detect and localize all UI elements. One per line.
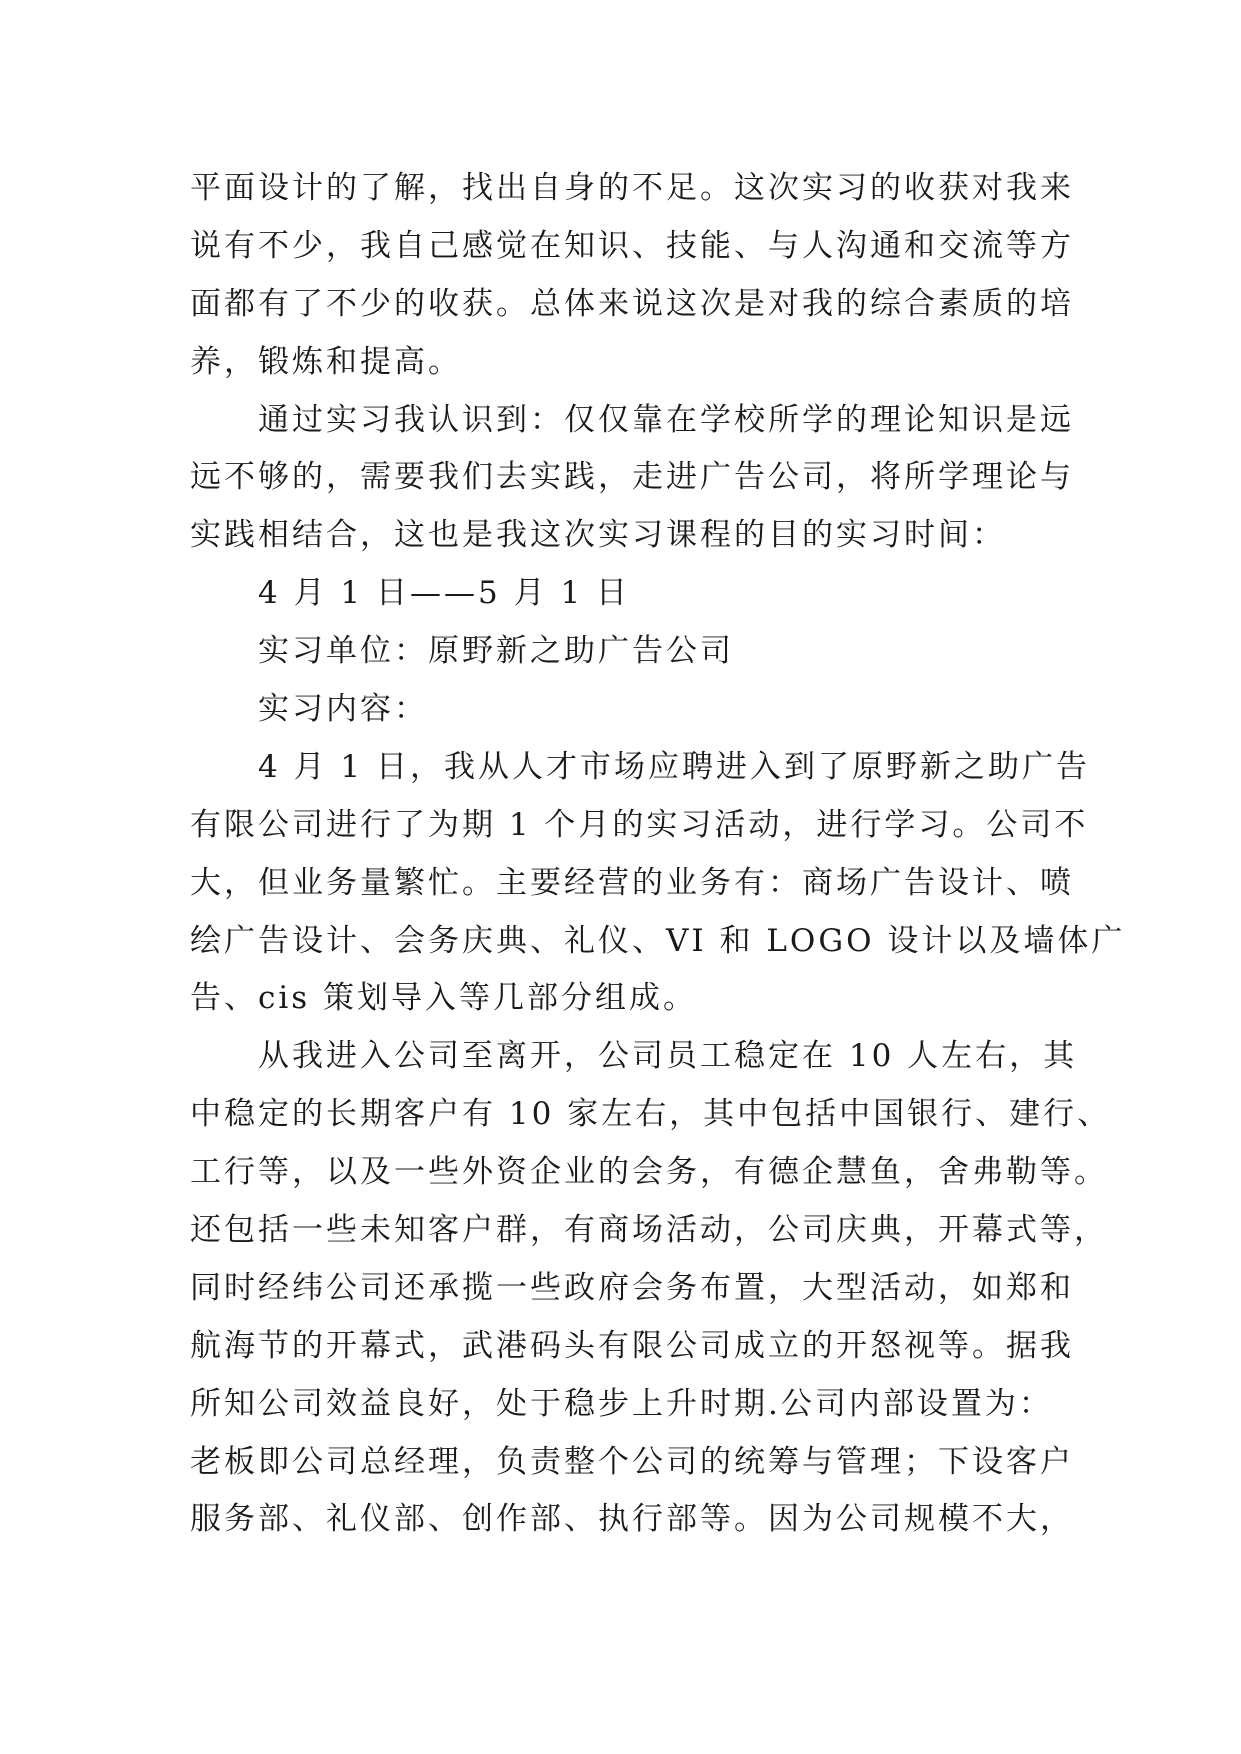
text-line: 有限公司进行了为期 1 个月的实习活动，进行学习。公司不: [190, 806, 1089, 843]
text-line: 老板即公司总经理，负责整个公司的统筹与管理；下设客户: [190, 1443, 1074, 1480]
text-line: 航海节的开幕式，武港码头有限公司成立的开怒视等。据我: [190, 1327, 1074, 1364]
text-line: 面都有了不少的收获。总体来说这次是对我的综合素质的培: [190, 285, 1074, 322]
text-line: 通过实习我认识到：仅仅靠在学校所学的理论知识是远: [258, 401, 1074, 438]
text-line: 实践相结合，这也是我这次实习课程的目的实习时间：: [190, 517, 1006, 554]
text-line: 4 月 1 日——5 月 1 日: [258, 575, 631, 612]
text-line: 平面设计的了解，找出自身的不足。这次实习的收获对我来: [190, 170, 1074, 206]
text-line: 养，锻炼和提高。: [190, 343, 462, 380]
body-text: [190, 160, 1126, 1549]
text-line: 还包括一些未知客户群，有商场活动，公司庆典，开幕式等，: [190, 1212, 1108, 1249]
text-line: 服务部、礼仪部、创作部、执行部等。因为公司规模不大，: [190, 1501, 1074, 1538]
text-line: 工行等，以及一些外资企业的会务，有德企慧鱼，舍弗勒等。: [190, 1154, 1108, 1191]
text-line: 说有不少，我自己感觉在知识、技能、与人沟通和交流等方: [190, 227, 1074, 264]
text-line: 告、cis 策划导入等几部分组成。: [190, 980, 698, 1017]
text-line: 4 月 1 日，我从人才市场应聘进入到了原野新之助广告: [258, 748, 1091, 785]
text-line: 所知公司效益良好，处于稳步上升时期.公司内部设置为：: [190, 1385, 1053, 1422]
text-line: 远不够的，需要我们去实践，走进广告公司，将所学理论与: [190, 459, 1074, 496]
text-line: 从我进入公司至离开，公司员工稳定在 10 人左右，其: [258, 1038, 1078, 1075]
text-line: 大，但业务量繁忙。主要经营的业务有：商场广告设计、喷: [190, 864, 1074, 901]
text-line: 同时经纬公司还承揽一些政府会务布置，大型活动，如郑和: [190, 1269, 1074, 1306]
text-line: 实习单位：原野新之助广告公司: [258, 633, 734, 670]
text-line: 绘广告设计、会务庆典、礼仪、VI 和 LOGO 设计以及墙体广: [190, 922, 1126, 959]
text-line: 实习内容：: [258, 691, 428, 728]
text-line: 中稳定的长期客户有 10 家左右，其中包括中国银行、建行、: [190, 1096, 1112, 1133]
